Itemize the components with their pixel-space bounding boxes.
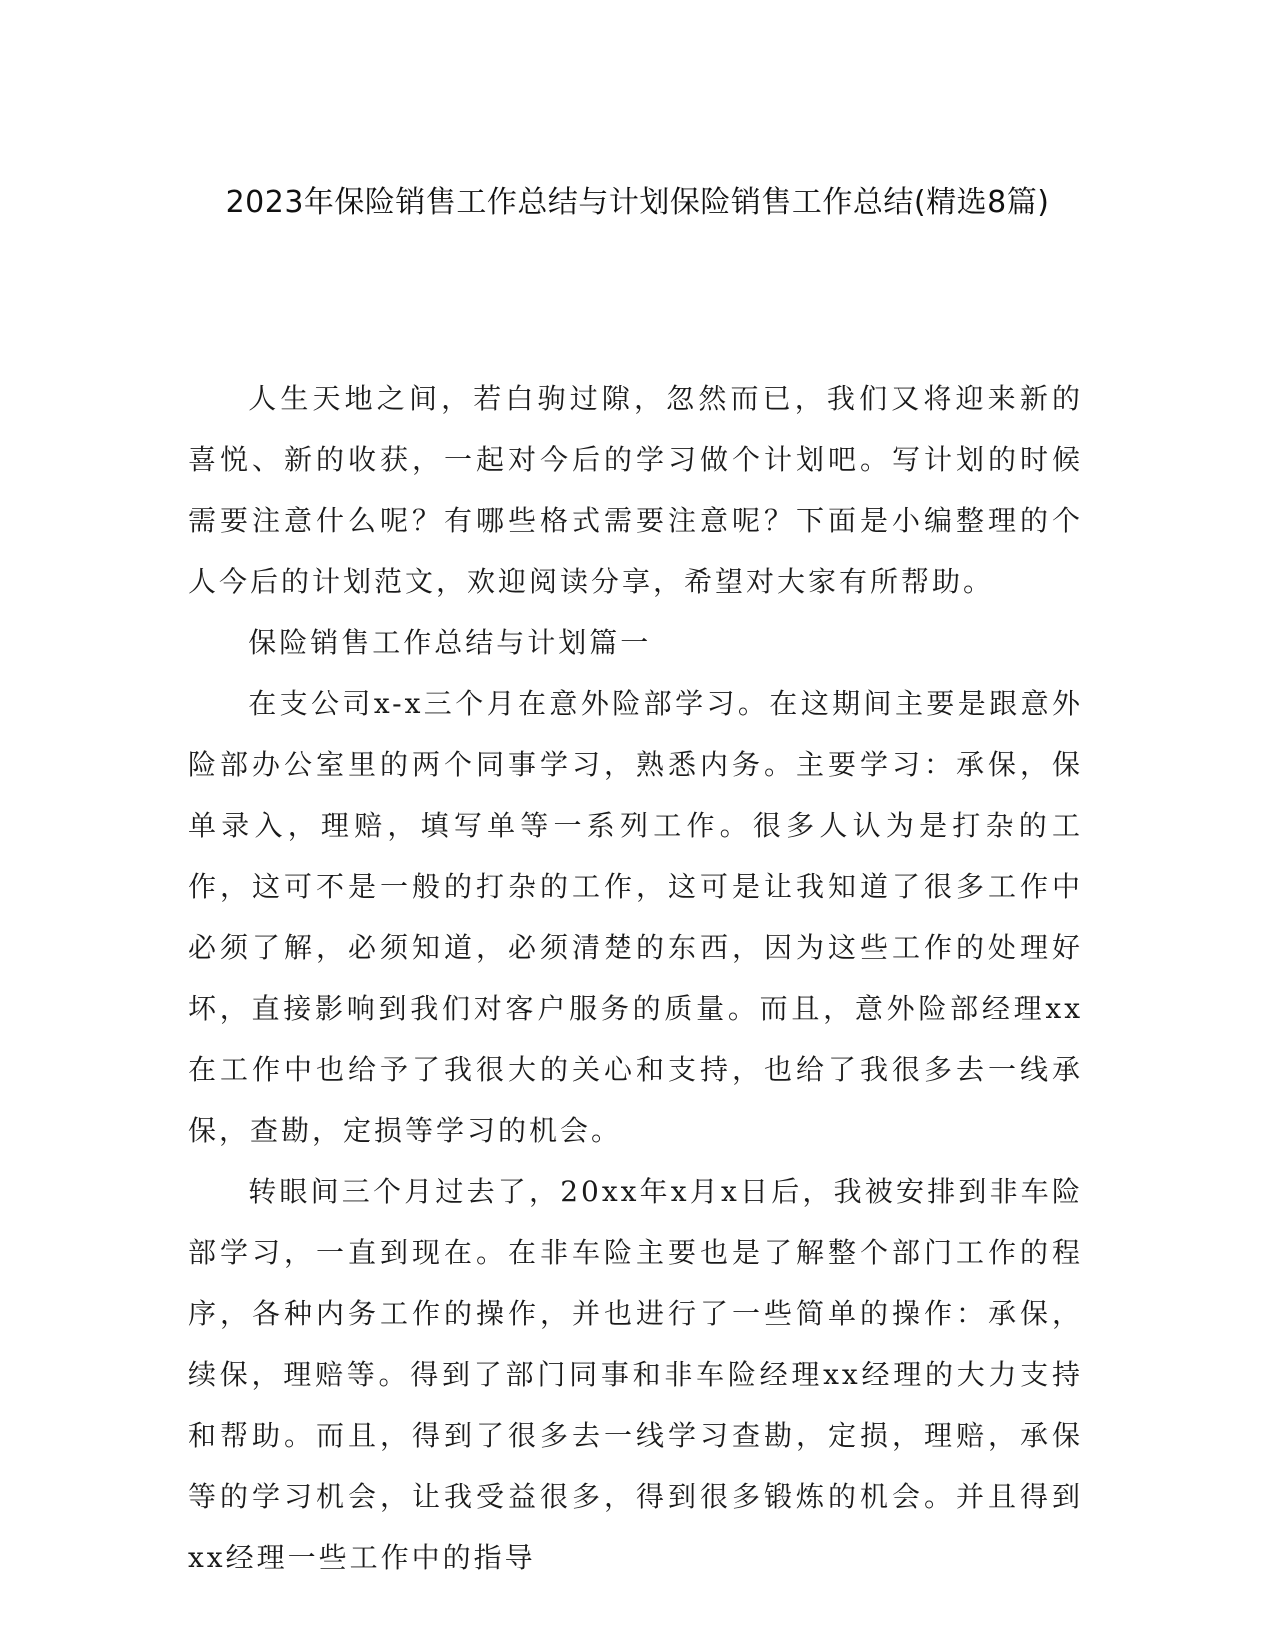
document-title: 2023年保险销售工作总结与计划保险销售工作总结(精选8篇) [225, 185, 1050, 220]
intro-paragraph: 人生天地之间，若白驹过隙，忽然而已，我们又将迎来新的喜悦、新的收获，一起对今后的学习做个计划吧。写计划的时候需要注意什么呢？有哪些格式需要注意呢？下面是小编整理的个人今后的计划范文，欢迎阅读分享，希望对大家有所帮助。 [188, 382, 1083, 598]
body-paragraph: 在支公司x-x三个月在意外险部学习。在这期间主要是跟意外险部办公室里的两个同事学习，熟悉内务。主要学习：承保，保单录入，理赔，填写单等一系列工作。很多人认为是打杂的工作，这可不是一般的打杂的工作，这可是让我知道了很多工作中必须了解，必须知道，必须清楚的东西，因为这些工作的处理好坏，直接影响到我们对客户服务的质量。而且，意外险部经理xx在工作中也给予了我很大的关心和支持，也给了我很多去一线承保，查勘，定损等学习的机会。 [188, 687, 1083, 1147]
document-body [188, 368, 1083, 1588]
body-paragraph: 转眼间三个月过去了，20xx年x月x日后，我被安排到非车险部学习，一直到现在。在非车险主要也是了解整个部门工作的程序，各种内务工作的操作，并也进行了一些简单的操作：承保，续保，理赔等。得到了部门同事和非车险经理xx经理的大力支持和帮助。而且，得到了很多去一线学习查勘，定损，理赔，承保等的学习机会，让我受益很多，得到很多锻炼的机会。并且得到xx经理一些工作中的指导 [188, 1175, 1083, 1574]
section-heading: 保险销售工作总结与计划篇一 [248, 626, 652, 659]
